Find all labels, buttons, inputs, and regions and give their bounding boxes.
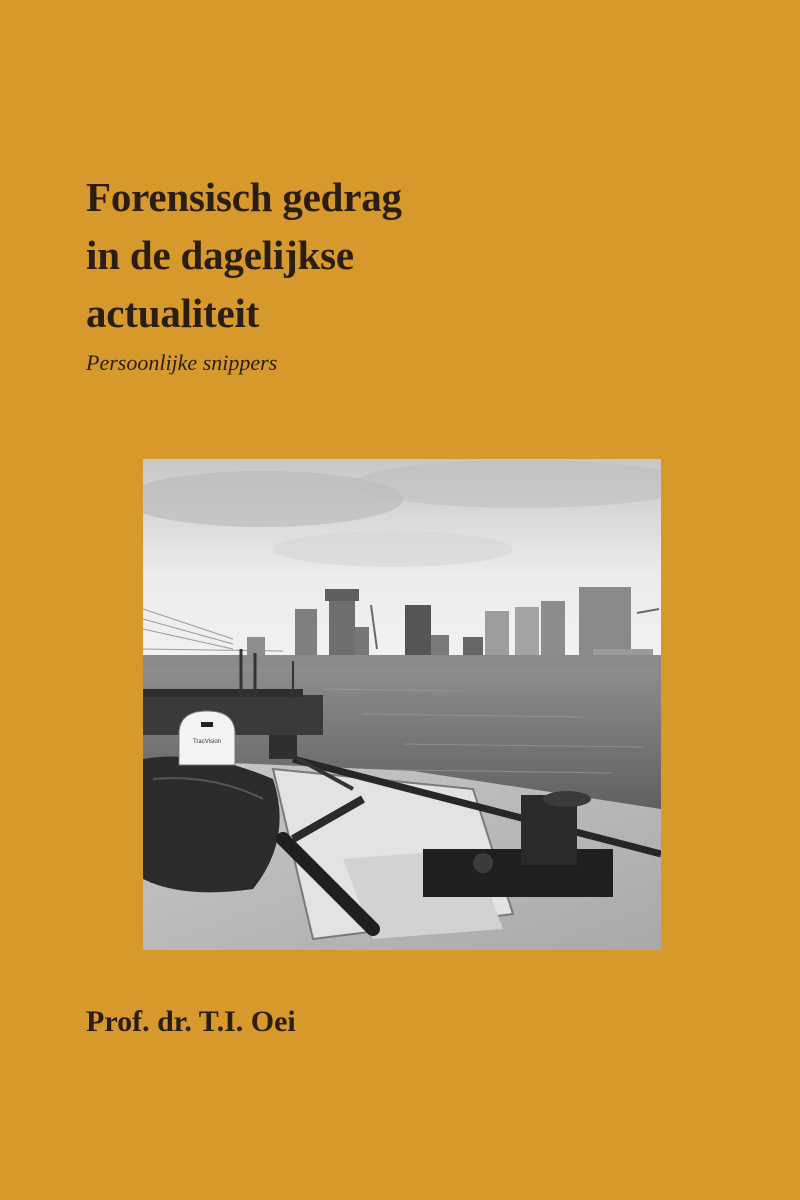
antenna-dome: [179, 711, 235, 765]
cover-photo: [143, 459, 661, 950]
title-line-2: in de dagelijkse: [86, 232, 354, 278]
harbor-photo-illustration: [143, 459, 661, 950]
book-subtitle: Persoonlijke snippers: [86, 350, 278, 375]
title-line-1: Forensisch gedrag: [86, 174, 402, 220]
title-line-3: actualiteit: [86, 290, 260, 336]
dinghy: [143, 757, 280, 893]
svg-text:TracVision: TracVision: [192, 739, 222, 745]
book-author: Prof. dr. T.I. Oei: [86, 1005, 296, 1038]
book-title: [86, 168, 606, 342]
